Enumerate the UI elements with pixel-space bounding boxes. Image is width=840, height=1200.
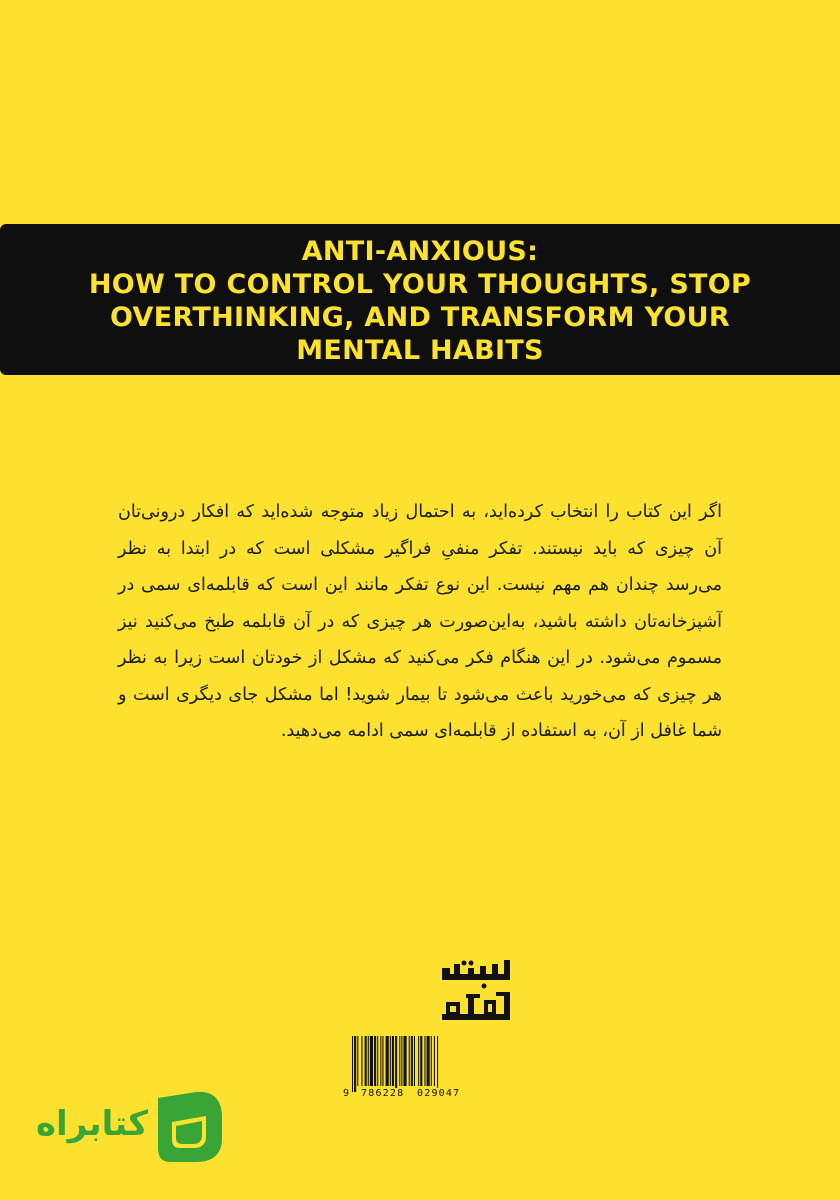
store-name: کتابراه [35,1104,149,1144]
title-line-1: ANTI-ANXIOUS: [301,235,539,267]
publisher-logo [440,960,512,1024]
barcode-lead-digit: 9 [343,1088,350,1099]
back-cover-blurb: اگر این کتاب را انتخاب کرده‌اید، به احتمال زیاد متوجه شده‌اید که افکار درونی‌تان آن چیزی که باید نیستند. تفکر منفیِ فراگیر مشکلی است که در ابتدا به نظر می‌رسد چندان هم مهم نیست. این نوع تفکر مانند این است که قابلمه‌ای سمی در آشپزخانه‌تان داشته باشید، به‌این‌صورت هر چیزی که در آن قابلمه طبخ می‌کنید نیز مسموم می‌شود. در این هنگام فکر می‌کنید که مشکل از خودتان است زیرا به نظر هر چیزی که می‌خورید باعث می‌شود تا بیمار شوید! اما مشکل جای دیگری است و شما غافل از آن، به استفاده از قابلمه‌ای سمی ادامه می‌دهید. [118,502,722,741]
store-logo [30,1086,230,1166]
title-line-4: MENTAL HABITS [296,334,544,366]
title-band [0,224,840,375]
book-badge-icon [150,1088,228,1166]
barcode-left-digits: 786228 [361,1088,405,1099]
barcode-right-digits: 029047 [417,1088,461,1099]
isbn-barcode [342,1036,474,1108]
title-line-2: HOW TO CONTROL YOUR THOUGHTS, STOP [88,268,752,300]
title-line-3: OVERTHINKING, AND TRANSFORM YOUR [110,301,730,333]
